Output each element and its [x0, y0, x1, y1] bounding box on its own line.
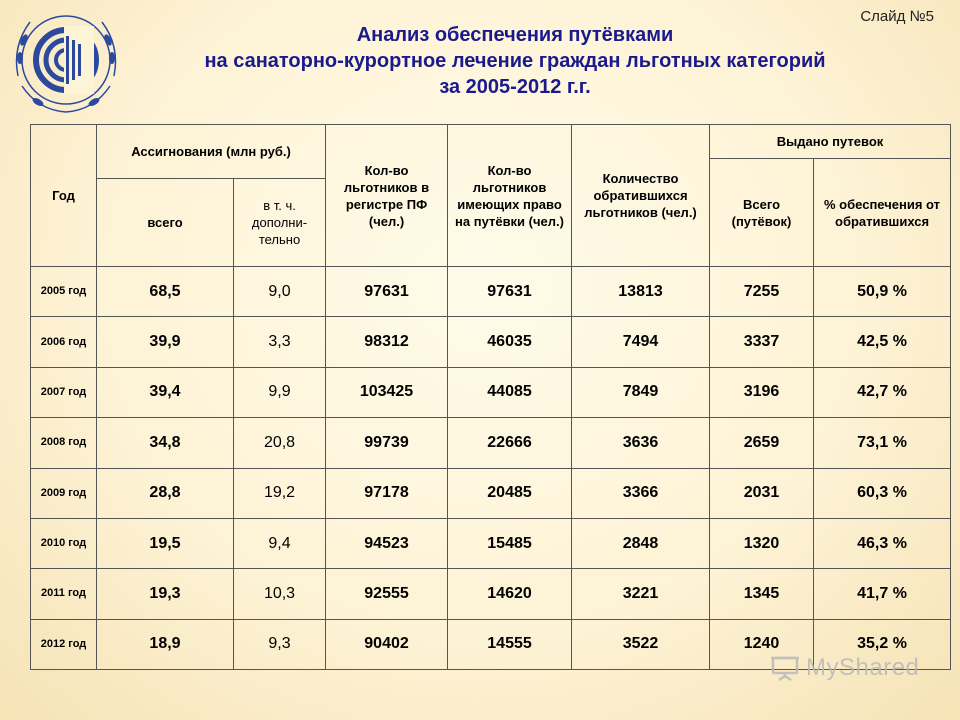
cell-eligible: 14555	[448, 619, 572, 669]
watermark	[770, 654, 919, 682]
cell-year: 2007 год	[31, 367, 97, 417]
cell-eligible: 44085	[448, 367, 572, 417]
title-line-3: за 2005-2012 г.г.	[439, 76, 591, 98]
cell-alloc-extra: 10,3	[234, 569, 326, 619]
cell-alloc-total: 19,5	[97, 518, 234, 568]
cell-percent: 35,2 %	[814, 619, 951, 669]
cell-issued: 1240	[710, 619, 814, 669]
cell-eligible: 14620	[448, 569, 572, 619]
cell-registered: 103425	[326, 367, 448, 417]
slide-title	[110, 22, 920, 100]
table-row	[31, 418, 951, 468]
header-alloc-extra: в т. ч. дополни-тельно	[234, 179, 326, 267]
cell-alloc-total: 28,8	[97, 468, 234, 518]
slide-number: Слайд №5	[860, 8, 934, 25]
fss-emblem-icon	[8, 6, 126, 118]
cell-applied: 13813	[572, 267, 710, 317]
title-line-2: на санаторно-курортное лечение граждан льготных категорий	[204, 50, 826, 72]
table-row	[31, 317, 951, 367]
cell-percent: 42,7 %	[814, 367, 951, 417]
cell-alloc-extra: 9,9	[234, 367, 326, 417]
table-row	[31, 367, 951, 417]
header-eligible: Кол-во льготников имеющих право на путёвки (чел.)	[448, 125, 572, 267]
cell-applied: 7849	[572, 367, 710, 417]
cell-alloc-extra: 9,4	[234, 518, 326, 568]
cell-registered: 92555	[326, 569, 448, 619]
cell-eligible: 15485	[448, 518, 572, 568]
cell-applied: 3221	[572, 569, 710, 619]
cell-issued: 1345	[710, 569, 814, 619]
cell-alloc-extra: 3,3	[234, 317, 326, 367]
cell-year: 2006 год	[31, 317, 97, 367]
cell-eligible: 20485	[448, 468, 572, 518]
cell-alloc-extra: 9,3	[234, 619, 326, 669]
cell-registered: 90402	[326, 619, 448, 669]
cell-year: 2008 год	[31, 418, 97, 468]
cell-year: 2009 год	[31, 468, 97, 518]
header-allocations: Ассигнования (млн руб.)	[97, 125, 326, 179]
cell-alloc-total: 39,9	[97, 317, 234, 367]
cell-alloc-total: 34,8	[97, 418, 234, 468]
cell-percent: 60,3 %	[814, 468, 951, 518]
cell-year: 2005 год	[31, 267, 97, 317]
cell-applied: 3522	[572, 619, 710, 669]
cell-alloc-extra: 19,2	[234, 468, 326, 518]
cell-registered: 98312	[326, 317, 448, 367]
cell-alloc-extra: 20,8	[234, 418, 326, 468]
provision-table	[30, 124, 951, 670]
cell-applied: 2848	[572, 518, 710, 568]
cell-alloc-total: 18,9	[97, 619, 234, 669]
header-alloc-total: всего	[97, 179, 234, 267]
cell-issued: 3196	[710, 367, 814, 417]
table-row	[31, 468, 951, 518]
cell-issued: 7255	[710, 267, 814, 317]
table-row	[31, 518, 951, 568]
header-applied: Количество обратившихся льготников (чел.)	[572, 125, 710, 267]
cell-registered: 97631	[326, 267, 448, 317]
cell-alloc-extra: 9,0	[234, 267, 326, 317]
cell-registered: 94523	[326, 518, 448, 568]
cell-applied: 7494	[572, 317, 710, 367]
cell-year: 2010 год	[31, 518, 97, 568]
cell-issued: 3337	[710, 317, 814, 367]
cell-eligible: 22666	[448, 418, 572, 468]
header-issued-total: Всего (путёвок)	[710, 159, 814, 267]
cell-percent: 73,1 %	[814, 418, 951, 468]
header-issued: Выдано путевок	[710, 125, 951, 159]
cell-applied: 3636	[572, 418, 710, 468]
cell-issued: 2031	[710, 468, 814, 518]
cell-issued: 2659	[710, 418, 814, 468]
cell-registered: 97178	[326, 468, 448, 518]
cell-alloc-total: 39,4	[97, 367, 234, 417]
cell-year: 2011 год	[31, 569, 97, 619]
cell-registered: 99739	[326, 418, 448, 468]
cell-percent: 50,9 %	[814, 267, 951, 317]
cell-alloc-total: 68,5	[97, 267, 234, 317]
watermark-text: MyShared	[806, 654, 920, 681]
title-line-1: Анализ обеспечения путёвками	[356, 24, 674, 46]
cell-year: 2012 год	[31, 619, 97, 669]
table-row	[31, 267, 951, 317]
cell-issued: 1320	[710, 518, 814, 568]
table-row	[31, 569, 951, 619]
cell-alloc-total: 19,3	[97, 569, 234, 619]
presentation-icon	[770, 654, 800, 682]
cell-percent: 42,5 %	[814, 317, 951, 367]
cell-percent: 41,7 %	[814, 569, 951, 619]
header-registered: Кол-во льготников в регистре ПФ (чел.)	[326, 125, 448, 267]
header-year: Год	[31, 125, 97, 267]
cell-eligible: 97631	[448, 267, 572, 317]
header-issued-percent: % обеспечения от обратившихся	[814, 159, 951, 267]
cell-eligible: 46035	[448, 317, 572, 367]
cell-percent: 46,3 %	[814, 518, 951, 568]
cell-applied: 3366	[572, 468, 710, 518]
